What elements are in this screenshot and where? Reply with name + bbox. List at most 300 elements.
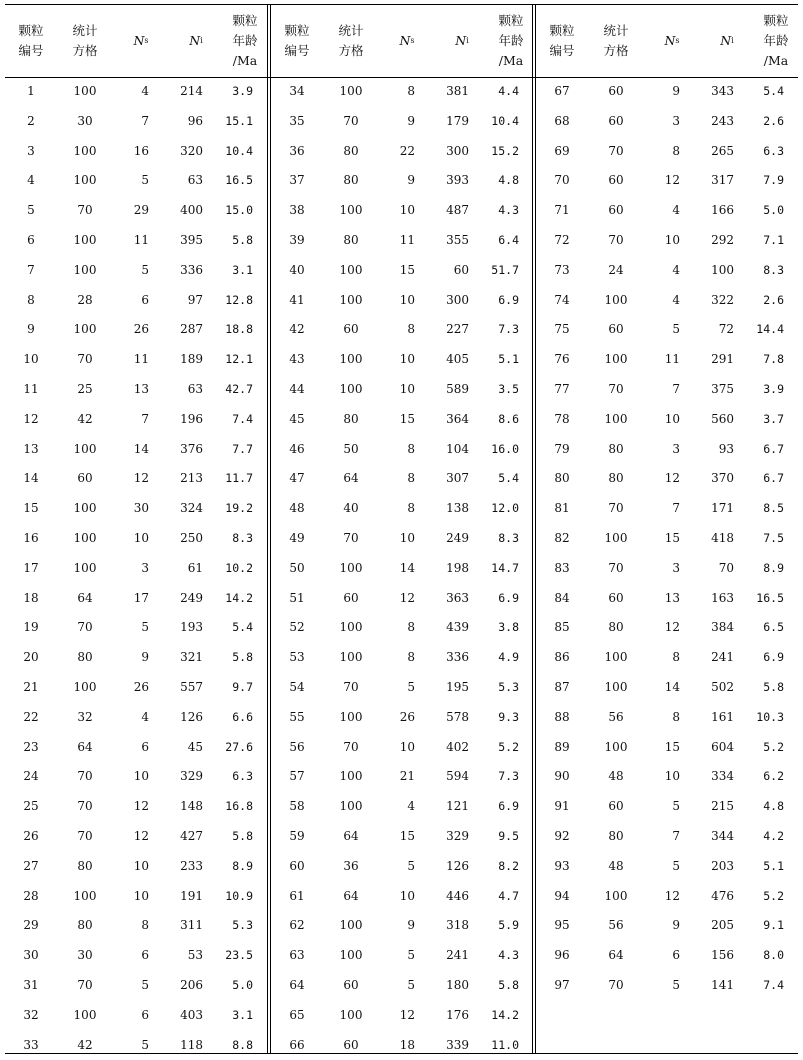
cell-ni: 375 (700, 375, 734, 405)
cell-grain-no: 87 (536, 673, 588, 703)
cell-ni: 176 (435, 1001, 469, 1031)
cell-ni: 502 (700, 673, 734, 703)
cell-ni: 557 (169, 673, 203, 703)
cell-ns: 12 (644, 613, 680, 643)
cell-age: 19.2 (205, 494, 253, 524)
cell-ni: 405 (435, 345, 469, 375)
cell-age: 6.9 (471, 286, 519, 316)
cell-age: 2.6 (736, 286, 784, 316)
cell-area: 100 (57, 524, 113, 554)
cell-ns: 8 (379, 643, 415, 673)
cell-ns: 10 (379, 196, 415, 226)
cell-age: 6.7 (736, 435, 784, 465)
cell-area: 70 (588, 494, 644, 524)
cell-ni: 61 (169, 554, 203, 584)
cell-age: 18.8 (205, 315, 253, 345)
cell-area: 80 (57, 911, 113, 941)
cell-area: 60 (323, 971, 379, 1001)
cell-grain-no: 80 (536, 464, 588, 494)
cell-age: 14.2 (205, 584, 253, 614)
table-header (5, 4, 267, 77)
cell-ns: 15 (644, 733, 680, 763)
cell-grain-no: 15 (5, 494, 57, 524)
cell-age: 5.2 (471, 733, 519, 763)
cell-grain-no: 89 (536, 733, 588, 763)
cell-ns: 10 (113, 852, 149, 882)
table-row (271, 941, 533, 971)
cell-ni: 148 (169, 792, 203, 822)
cell-ns: 6 (113, 733, 149, 763)
table-row (271, 315, 533, 345)
cell-area: 100 (323, 286, 379, 316)
cell-ns: 15 (379, 256, 415, 286)
table-row (271, 137, 533, 167)
cell-area: 42 (57, 1031, 113, 1060)
cell-grain-no: 64 (271, 971, 323, 1001)
cell-ni: 291 (700, 345, 734, 375)
table-row (536, 673, 798, 703)
cell-ns: 9 (644, 77, 680, 107)
cell-age: 4.9 (471, 643, 519, 673)
cell-age: 5.8 (736, 673, 784, 703)
table-row (271, 911, 533, 941)
cell-age: 7.3 (471, 315, 519, 345)
table-body (5, 77, 267, 1060)
cell-area: 80 (588, 613, 644, 643)
cell-age: 10.3 (736, 703, 784, 733)
cell-grain-no: 54 (271, 673, 323, 703)
cell-age: 8.3 (736, 256, 784, 286)
cell-area: 100 (57, 882, 113, 912)
cell-age: 7.9 (736, 166, 784, 196)
cell-ns: 4 (644, 286, 680, 316)
table-row (271, 1001, 533, 1031)
header-ns-subscript: s (410, 31, 414, 51)
cell-area: 100 (323, 196, 379, 226)
cell-ns: 8 (379, 315, 415, 345)
cell-area: 30 (57, 941, 113, 971)
cell-age: 6.2 (736, 762, 784, 792)
cell-ns: 8 (113, 911, 149, 941)
table-row (536, 226, 798, 256)
cell-grain-no: 96 (536, 941, 588, 971)
cell-area: 70 (588, 554, 644, 584)
cell-area: 40 (323, 494, 379, 524)
table-row (536, 166, 798, 196)
cell-ni: 206 (169, 971, 203, 1001)
cell-area: 70 (57, 792, 113, 822)
cell-area: 60 (57, 464, 113, 494)
cell-area: 60 (588, 792, 644, 822)
table-row (536, 315, 798, 345)
cell-ns: 10 (113, 882, 149, 912)
table-row (536, 286, 798, 316)
cell-age: 16.0 (471, 435, 519, 465)
header-ns (113, 4, 169, 77)
cell-grain-no: 46 (271, 435, 323, 465)
cell-age: 6.4 (471, 226, 519, 256)
cell-ns: 5 (379, 673, 415, 703)
cell-age: 6.7 (736, 464, 784, 494)
cell-area: 100 (57, 673, 113, 703)
cell-area: 100 (323, 792, 379, 822)
cell-ns: 12 (113, 464, 149, 494)
cell-area: 100 (57, 77, 113, 107)
cell-ni: 318 (435, 911, 469, 941)
cell-age: 15.1 (205, 107, 253, 137)
cell-age: 5.4 (471, 464, 519, 494)
cell-area: 60 (323, 584, 379, 614)
cell-grain-no: 79 (536, 435, 588, 465)
table-row (5, 107, 267, 137)
cell-ns: 4 (644, 256, 680, 286)
cell-grain-no: 47 (271, 464, 323, 494)
cell-grain-no: 36 (271, 137, 323, 167)
cell-ni: 156 (700, 941, 734, 971)
cell-grain-no: 8 (5, 286, 57, 316)
cell-ns: 26 (113, 673, 149, 703)
cell-ni: 300 (435, 286, 469, 316)
cell-ns: 7 (644, 494, 680, 524)
table-row (536, 196, 798, 226)
cell-ns: 5 (113, 166, 149, 196)
cell-ni: 336 (169, 256, 203, 286)
cell-grain-no: 63 (271, 941, 323, 971)
cell-area: 80 (323, 137, 379, 167)
header-age: 颗粒 年龄 /Ma (754, 4, 798, 77)
cell-ni: 446 (435, 882, 469, 912)
cell-area: 70 (323, 107, 379, 137)
cell-ni: 344 (700, 822, 734, 852)
header-ns (644, 4, 700, 77)
table-row (536, 941, 798, 971)
cell-grain-no: 76 (536, 345, 588, 375)
cell-grain-no: 81 (536, 494, 588, 524)
cell-ni: 402 (435, 733, 469, 763)
cell-area: 100 (57, 166, 113, 196)
cell-ns: 10 (379, 286, 415, 316)
cell-age: 12.8 (205, 286, 253, 316)
table-row (5, 405, 267, 435)
cell-ns: 8 (379, 435, 415, 465)
header-ns-subscript: s (144, 31, 148, 51)
cell-area: 70 (588, 971, 644, 1001)
cell-grain-no: 51 (271, 584, 323, 614)
cell-age: 15.2 (471, 137, 519, 167)
table-panel-1 (5, 4, 267, 1054)
cell-area: 28 (57, 286, 113, 316)
table-row (5, 77, 267, 107)
cell-ni: 97 (169, 286, 203, 316)
cell-ni: 363 (435, 584, 469, 614)
cell-ns: 15 (379, 405, 415, 435)
cell-grain-no: 22 (5, 703, 57, 733)
cell-grain-no: 85 (536, 613, 588, 643)
cell-area: 50 (323, 435, 379, 465)
cell-age: 9.7 (205, 673, 253, 703)
cell-grain-no: 12 (5, 405, 57, 435)
cell-grain-no: 90 (536, 762, 588, 792)
cell-ns: 5 (644, 852, 680, 882)
cell-area: 100 (588, 733, 644, 763)
table-row (536, 911, 798, 941)
cell-age: 5.0 (736, 196, 784, 226)
header-ni-symbol: N (455, 31, 466, 51)
cell-ni: 141 (700, 971, 734, 1001)
cell-area: 100 (57, 494, 113, 524)
table-row (536, 345, 798, 375)
cell-ns: 12 (644, 166, 680, 196)
cell-ns: 5 (644, 315, 680, 345)
cell-area: 100 (323, 256, 379, 286)
cell-grain-no: 17 (5, 554, 57, 584)
cell-ns: 22 (379, 137, 415, 167)
cell-grain-no: 57 (271, 762, 323, 792)
cell-grain-no: 4 (5, 166, 57, 196)
cell-ns: 5 (379, 941, 415, 971)
cell-ns: 10 (113, 524, 149, 554)
cell-area: 80 (57, 643, 113, 673)
table-row (5, 584, 267, 614)
cell-ns: 6 (113, 1001, 149, 1031)
table-row (536, 435, 798, 465)
table-row (271, 464, 533, 494)
cell-grain-no: 82 (536, 524, 588, 554)
cell-grain-no: 34 (271, 77, 323, 107)
cell-ns: 18 (379, 1031, 415, 1060)
cell-ns: 26 (379, 703, 415, 733)
cell-ni: 193 (169, 613, 203, 643)
cell-ni: 370 (700, 464, 734, 494)
cell-age: 12.0 (471, 494, 519, 524)
cell-age: 3.7 (736, 405, 784, 435)
cell-ns: 8 (644, 137, 680, 167)
cell-grain-no: 9 (5, 315, 57, 345)
cell-age: 5.9 (471, 911, 519, 941)
cell-age: 4.8 (471, 166, 519, 196)
table-row (271, 554, 533, 584)
cell-ni: 241 (700, 643, 734, 673)
cell-ns: 7 (644, 822, 680, 852)
cell-age: 7.8 (736, 345, 784, 375)
cell-grain-no: 77 (536, 375, 588, 405)
cell-grain-no: 59 (271, 822, 323, 852)
cell-grain-no: 26 (5, 822, 57, 852)
table-panel-2 (271, 4, 533, 1054)
cell-grain-no: 49 (271, 524, 323, 554)
cell-age: 5.8 (205, 822, 253, 852)
table-row (271, 375, 533, 405)
header-ni-symbol: N (189, 31, 200, 51)
table-row (5, 703, 267, 733)
cell-age: 6.3 (736, 137, 784, 167)
cell-grain-no: 45 (271, 405, 323, 435)
table-body (271, 77, 533, 1060)
cell-age: 7.4 (205, 405, 253, 435)
table-row (5, 822, 267, 852)
cell-age: 4.3 (471, 941, 519, 971)
cell-area: 100 (323, 613, 379, 643)
cell-age: 16.8 (205, 792, 253, 822)
cell-ns: 6 (644, 941, 680, 971)
cell-ni: 322 (700, 286, 734, 316)
cell-ns: 6 (113, 941, 149, 971)
cell-age: 16.5 (205, 166, 253, 196)
cell-age: 8.6 (471, 405, 519, 435)
table-body (536, 77, 798, 1001)
table-row (536, 77, 798, 107)
cell-ni: 324 (169, 494, 203, 524)
cell-ns: 5 (644, 971, 680, 1001)
cell-area: 100 (57, 1001, 113, 1031)
cell-age: 10.4 (471, 107, 519, 137)
cell-ni: 215 (700, 792, 734, 822)
cell-ns: 4 (113, 77, 149, 107)
cell-ni: 191 (169, 882, 203, 912)
cell-grain-no: 11 (5, 375, 57, 405)
cell-ns: 9 (113, 643, 149, 673)
cell-ns: 12 (644, 464, 680, 494)
cell-age: 5.3 (471, 673, 519, 703)
table-row (536, 643, 798, 673)
cell-ni: 400 (169, 196, 203, 226)
cell-grain-no: 23 (5, 733, 57, 763)
cell-area: 70 (57, 762, 113, 792)
cell-age: 8.9 (205, 852, 253, 882)
cell-ns: 5 (379, 971, 415, 1001)
table-row (536, 613, 798, 643)
cell-grain-no: 78 (536, 405, 588, 435)
header-ni (169, 4, 223, 77)
cell-ns: 6 (113, 286, 149, 316)
cell-ns: 29 (113, 196, 149, 226)
cell-area: 60 (323, 1031, 379, 1060)
header-area: 统计 方格 (323, 4, 379, 77)
table-row (271, 792, 533, 822)
table-row (5, 226, 267, 256)
cell-ns: 10 (379, 882, 415, 912)
cell-ns: 4 (379, 792, 415, 822)
cell-age: 10.4 (205, 137, 253, 167)
cell-grain-no: 94 (536, 882, 588, 912)
cell-grain-no: 84 (536, 584, 588, 614)
cell-ns: 17 (113, 584, 149, 614)
cell-ni: 329 (169, 762, 203, 792)
cell-grain-no: 86 (536, 643, 588, 673)
cell-grain-no: 1 (5, 77, 57, 107)
cell-age: 6.9 (471, 792, 519, 822)
table-row (536, 792, 798, 822)
cell-age: 8.8 (205, 1031, 253, 1060)
table-row (536, 107, 798, 137)
cell-age: 4.7 (471, 882, 519, 912)
table-row (271, 1031, 533, 1060)
cell-age: 4.3 (471, 196, 519, 226)
cell-area: 100 (323, 762, 379, 792)
table-row (271, 762, 533, 792)
cell-age: 4.8 (736, 792, 784, 822)
cell-area: 100 (323, 703, 379, 733)
cell-grain-no: 74 (536, 286, 588, 316)
cell-ni: 213 (169, 464, 203, 494)
cell-ns: 9 (379, 166, 415, 196)
table-row (536, 852, 798, 882)
table-row (536, 733, 798, 763)
cell-area: 100 (588, 882, 644, 912)
cell-area: 70 (57, 345, 113, 375)
header-ns-subscript: s (675, 31, 679, 51)
cell-ni: 439 (435, 613, 469, 643)
cell-grain-no: 41 (271, 286, 323, 316)
cell-ns: 8 (379, 77, 415, 107)
table-row (271, 673, 533, 703)
cell-grain-no: 70 (536, 166, 588, 196)
table-row (536, 494, 798, 524)
header-ns-symbol: N (133, 31, 144, 51)
cell-ns: 10 (379, 524, 415, 554)
header-area: 统计 方格 (588, 4, 644, 77)
cell-ni: 166 (700, 196, 734, 226)
table-row (536, 524, 798, 554)
cell-ni: 393 (435, 166, 469, 196)
cell-area: 80 (57, 852, 113, 882)
cell-ni: 300 (435, 137, 469, 167)
table-row (271, 852, 533, 882)
cell-area: 64 (588, 941, 644, 971)
table-row (5, 137, 267, 167)
cell-grain-no: 83 (536, 554, 588, 584)
header-ni-subscript: i (731, 31, 734, 51)
cell-ni: 214 (169, 77, 203, 107)
table-panel-3 (536, 4, 798, 1054)
cell-ni: 126 (435, 852, 469, 882)
header-age: 颗粒 年龄 /Ma (489, 4, 533, 77)
cell-area: 80 (323, 166, 379, 196)
cell-area: 24 (588, 256, 644, 286)
cell-grain-no: 28 (5, 882, 57, 912)
cell-ns: 16 (113, 137, 149, 167)
cell-ns: 26 (113, 315, 149, 345)
cell-area: 70 (57, 196, 113, 226)
cell-grain-no: 27 (5, 852, 57, 882)
table-row (5, 464, 267, 494)
cell-ni: 336 (435, 643, 469, 673)
cell-ns: 10 (379, 345, 415, 375)
cell-ns: 3 (113, 554, 149, 584)
cell-age: 4.2 (736, 822, 784, 852)
cell-grain-no: 48 (271, 494, 323, 524)
cell-ni: 364 (435, 405, 469, 435)
table-row (271, 107, 533, 137)
cell-ns: 8 (379, 494, 415, 524)
cell-ni: 63 (169, 375, 203, 405)
cell-grain-no: 65 (271, 1001, 323, 1031)
table-row (271, 822, 533, 852)
cell-ns: 10 (113, 762, 149, 792)
cell-age: 5.8 (471, 971, 519, 1001)
cell-grain-no: 7 (5, 256, 57, 286)
cell-area: 100 (57, 226, 113, 256)
cell-grain-no: 21 (5, 673, 57, 703)
cell-area: 70 (323, 733, 379, 763)
cell-ni: 376 (169, 435, 203, 465)
cell-age: 7.1 (736, 226, 784, 256)
table-row (5, 554, 267, 584)
cell-area: 70 (323, 524, 379, 554)
cell-grain-no: 44 (271, 375, 323, 405)
cell-grain-no: 32 (5, 1001, 57, 1031)
table-row (5, 286, 267, 316)
